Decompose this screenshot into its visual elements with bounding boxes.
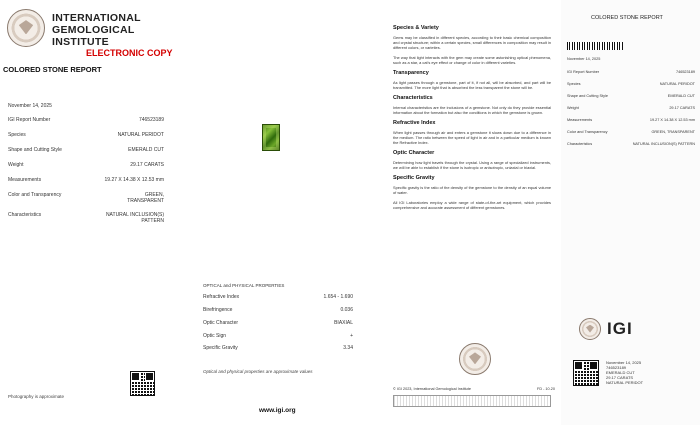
report-summary-panel xyxy=(561,0,700,425)
igi-seal-icon xyxy=(459,343,491,375)
section-title: Refractive Index xyxy=(393,120,436,126)
optical-value: 0.036 xyxy=(340,307,353,313)
summary-value: EMERALD CUT xyxy=(667,94,695,98)
mini-summary xyxy=(606,360,643,385)
gemstone-photo xyxy=(262,124,280,151)
brand-line: GEMOLOGICAL xyxy=(52,24,135,36)
summary-row xyxy=(567,70,695,82)
detail-key: Characteristics xyxy=(8,212,42,218)
detail-value: GREEN, TRANSPARENT xyxy=(127,192,164,204)
optical-value: 1.654 - 1.690 xyxy=(323,294,353,300)
summary-row xyxy=(567,94,695,106)
detail-key: IGI Report Number xyxy=(8,117,51,123)
summary-row xyxy=(567,118,695,130)
section-text: As light passes through a gemstone, part of it, if not all, will be absorbed, and part will be transmitted. The more light that is absorbed the less transparent the stone will be. xyxy=(393,80,551,90)
detail-row xyxy=(8,177,164,192)
detail-row xyxy=(8,132,164,147)
detail-key: Measurements xyxy=(8,177,42,183)
summary-date-row xyxy=(567,57,695,70)
igi-logo-text: IGI xyxy=(607,319,633,338)
summary-row xyxy=(567,142,695,154)
summary-value: 29.17 CARATS xyxy=(669,106,695,110)
detail-value: 19.27 X 14.38 X 12.53 mm xyxy=(104,177,164,183)
document-code: FD - 10.20 xyxy=(537,387,555,391)
section-text: Gems may be classified in different species, according to their basic chemical composition and crystal structure; within a certain species, small differences in composition may result in different colors, or varieties. xyxy=(393,35,551,50)
igi-seal-icon xyxy=(7,9,45,47)
detail-value: 29.17 CARATS xyxy=(130,162,164,168)
mini-line: November 14, 2025 xyxy=(606,360,642,365)
detail-key: Species xyxy=(8,132,26,138)
summary-row xyxy=(567,82,695,94)
optical-key: Specific Gravity xyxy=(203,345,238,351)
detail-row xyxy=(8,162,164,177)
security-strip xyxy=(393,395,551,407)
section-title: Transparency xyxy=(393,70,429,76)
info-sections xyxy=(393,25,551,215)
detail-row xyxy=(8,147,164,162)
summary-key: Species xyxy=(567,82,581,86)
detail-value: NATURAL PERIDOT xyxy=(117,132,164,138)
optical-key: Optic Character xyxy=(203,320,239,326)
detail-key: Weight xyxy=(8,162,24,168)
summary-value: NATURAL INCLUSION(S) PATTERN xyxy=(632,142,695,146)
optical-key: Birefringence xyxy=(203,307,233,313)
qr-code[interactable] xyxy=(130,371,155,396)
mini-line: 29.17 CARATS xyxy=(606,375,634,380)
section-title: Optic Character xyxy=(393,150,435,156)
barcode xyxy=(567,42,623,50)
summary-key: Color and Transparency xyxy=(567,130,608,134)
optical-value: + xyxy=(350,333,353,339)
report-details xyxy=(8,103,164,226)
electronic-copy-label: ELECTRONIC COPY xyxy=(86,48,173,58)
optical-key: Refractive Index xyxy=(203,294,240,300)
detail-value: EMERALD CUT xyxy=(128,147,164,153)
section-text: The way that light interacts with the gem may create some astonishing optical phenomena, such as a star, a cat's eye effect or change of color in different varieties. xyxy=(393,55,551,65)
optical-key: Optic Sign xyxy=(203,333,227,339)
summary-value: GREEN, TRANSPARENT xyxy=(651,130,695,134)
optical-value: BIAXIAL xyxy=(334,320,353,326)
detail-row xyxy=(8,212,164,226)
photo-note: Photography is approximate xyxy=(8,394,65,399)
qr-code[interactable] xyxy=(573,360,599,386)
optical-title: OPTICAL and PHYSICAL PROPERTIES xyxy=(203,283,285,288)
mini-line: EMERALD CUT xyxy=(606,370,635,375)
detail-key: Shape and Cutting Style xyxy=(8,147,62,153)
mini-line: NATURAL PERIDOT xyxy=(606,380,644,385)
report-date: November 14, 2025 xyxy=(8,103,52,109)
website-link[interactable]: www.igi.org xyxy=(259,407,296,414)
section-text: Determining how light travels through the crystal. Using a range of specialized instruments, we will be able to establish if the stone is isotropic or anisotropic, uniaxial or biaxial. xyxy=(393,160,551,170)
detail-row xyxy=(8,117,164,132)
section-title: Specific Gravity xyxy=(393,175,435,181)
section-text: All IGI Laboratories employ a wide range of state-of-the-art equipment, which provides comprehensive and accurate assessment of different gemstones. xyxy=(393,200,551,210)
section-text: When light passes through air and enters a gemstone it slows down due to a difference in the medium. The ratio between the speed of light in air and in a particular medium is known the Refractive Index. xyxy=(393,130,551,145)
optical-value: 3.34 xyxy=(343,345,353,351)
brand-line: INSTITUTE xyxy=(52,36,109,48)
section-title: Species & Variety xyxy=(393,25,439,31)
copyright: © IGI 2023, International Gemological Institute xyxy=(393,387,471,391)
summary-key: IGI Report Number xyxy=(567,70,600,74)
summary-key: Shape and Cutting Style xyxy=(567,94,608,98)
detail-key: Color and Transparency xyxy=(8,192,62,198)
summary-date: November 14, 2025 xyxy=(567,57,601,61)
igi-seal-icon xyxy=(579,318,601,340)
summary-key: Measurements xyxy=(567,118,593,122)
detail-value: 746523189 xyxy=(138,117,164,123)
mini-line: 746523189 xyxy=(606,365,627,370)
report-info-panel xyxy=(383,0,561,425)
report-date-row xyxy=(8,103,164,117)
report-title: COLORED STONE REPORT xyxy=(3,65,102,74)
section-text: Internal characteristics are the inclusions of a gemstone. Not only do they provide essential information about the formation but also the conditions in which the gemstone is grown. xyxy=(393,105,551,115)
summary-row xyxy=(567,106,695,118)
detail-row xyxy=(8,192,164,212)
section-title: Characteristics xyxy=(393,95,433,101)
summary-row xyxy=(567,130,695,142)
institute-name xyxy=(52,12,141,48)
summary-key: Characteristics xyxy=(567,142,593,146)
summary-value: NATURAL PERIDOT xyxy=(659,82,695,86)
summary-details xyxy=(567,57,695,154)
detail-value: NATURAL INCLUSION(S) PATTERN xyxy=(105,212,164,224)
section-text: Specific gravity is the ratio of the density of the gemstone to the density of an equal volume of water. xyxy=(393,185,551,195)
summary-value: 746523189 xyxy=(675,70,695,74)
brand-line: INTERNATIONAL xyxy=(52,12,141,24)
summary-value: 19.27 X 14.38 X 12.53 mm xyxy=(649,118,695,122)
igi-logo xyxy=(579,318,633,340)
summary-report-title: COLORED STONE REPORT xyxy=(591,15,663,21)
approximate-values-note: Optical and physical properties are approximate values xyxy=(203,369,313,374)
summary-key: Weight xyxy=(567,106,579,110)
